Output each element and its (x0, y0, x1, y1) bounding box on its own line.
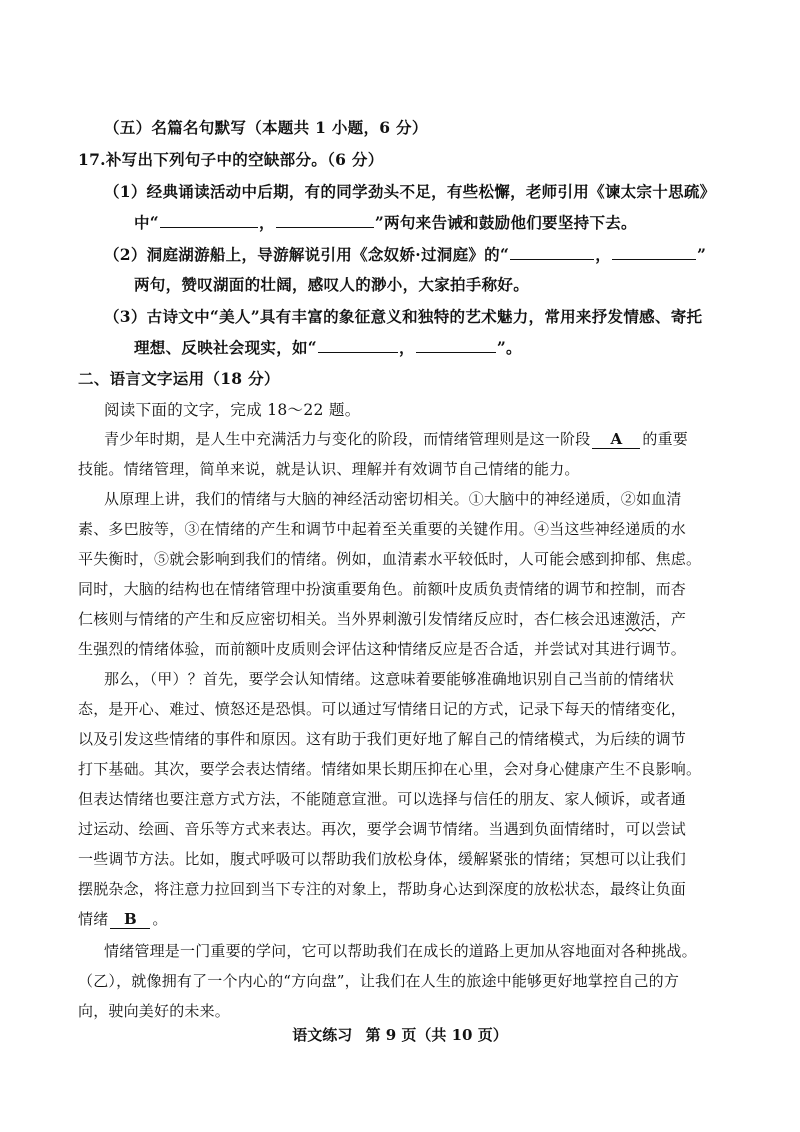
passage-line: 但表达情绪也要注意方式方法，不能随意宣泄。可以选择与信任的朋友、家人倾诉，或者通 (78, 790, 687, 808)
section-2-heading: 二、语言文字运用（18 分） (78, 369, 280, 388)
wavy-underlined-word: 激活 (625, 610, 656, 628)
passage-line: 打下基础。其次，要学会表达情绪。情绪如果长期压抑在心里，会对身心健康产生不良影响。 (78, 760, 702, 778)
passage-line: 青少年时期，是人生中充满活力与变化的阶段，而情绪管理则是这一阶段 A 的重要 (104, 430, 689, 448)
passage-line: 过运动、绘画、音乐等方式来表达。再次，要学会调节情绪。当遇到负面情绪时，可以尝试 (78, 820, 687, 838)
section-5-heading: （五）名篇名句默写（本题共 1 小题，6 分） (104, 118, 428, 137)
answer-blank (510, 245, 594, 260)
question-17-item-1-line-1: （1）经典诵读活动中后期，有的同学劲头不足，有些松懈，老师引用《谏太宗十思疏》 (104, 182, 716, 201)
passage-line: 平失衡时，⑤就会影响到我们的情绪。例如，血清素水平较低时，人可能会感到抑郁、焦虑。 (78, 550, 702, 568)
question-17-item-2-line-2: 两句，赞叹湖面的壮阔，感叹人的渺小，大家拍手称好。 (134, 275, 530, 294)
passage-line: （乙），就像拥有了一个内心的“方向盘”，让我们在人生的旅途中能够更好地掌控自己的方 (78, 972, 680, 990)
passage-line: 仁核则与情绪的产生和反应密切相关。当外界刺激引发情绪反应时，杏仁核会迅速激活，产 (78, 610, 687, 628)
passage-line: 从原理上讲，我们的情绪与大脑的神经活动密切相关。①大脑中的神经递质，②如血清 (104, 490, 682, 508)
answer-blank (160, 213, 258, 228)
answer-blank (612, 245, 696, 260)
blank-b: B (110, 911, 150, 929)
blank-a: A (592, 431, 640, 449)
passage-line: 生强烈的情绪体验，而前额叶皮质则会评估这种情绪反应是否合适，并尝试对其进行调节。 (78, 640, 687, 658)
passage-line: 向，驶向美好的未来。 (78, 1002, 231, 1020)
passage-line: 以及引发这些情绪的事件和原因。这有助于我们更好地了解自己的情绪模式，为后续的调节 (78, 730, 687, 748)
answer-blank (318, 338, 398, 353)
passage-line: 态，是开心、难过、愤怒还是恐惧。可以通过写情绪日记的方式，记录下每天的情绪变化， (78, 700, 687, 718)
question-17-item-3-line-1: （3）古诗文中“美人”具有丰富的象征意义和独特的艺术魅力，常用来抒发情感、寄托 (104, 307, 703, 326)
footer-page-number: 第 9 页（共 10 页） (365, 1026, 508, 1044)
page-footer (0, 1024, 800, 1045)
question-17-stem: 17.补写出下列句子中的空缺部分。（6 分） (78, 150, 384, 169)
passage-line: 素、多巴胺等，③在情绪的产生和调节中起着至关重要的关键作用。④当这些神经递质的水 (78, 520, 687, 538)
passage-line: 情绪管理是一门重要的学问，它可以帮助我们在成长的道路上更加从容地面对各种挑战。 (104, 942, 697, 960)
footer-subject: 语文练习 (292, 1026, 353, 1044)
question-17-item-2-line-1: （2）洞庭湖游船上，导游解说引用《念奴娇·过洞庭》的“ ， ” (104, 245, 707, 264)
reading-instruction: 阅读下面的文字，完成 18～22 题。 (104, 401, 361, 419)
question-17-item-3-line-2: 理想、反映社会现实，如“ ， ”。 (134, 338, 522, 357)
passage-line: 摆脱杂念，将注意力拉回到当下专注的对象上，帮助身心达到深度的放松状态，最终让负面 (78, 880, 687, 898)
answer-blank (276, 213, 374, 228)
passage-line: 技能。情绪管理，简单来说，就是认识、理解并有效调节自己情绪的能力。 (78, 460, 580, 478)
passage-line: 一些调节方法。比如，腹式呼吸可以帮助我们放松身体，缓解紧张的情绪；冥想可以让我们 (78, 850, 687, 868)
passage-line: 那么，（甲）？首先，要学会认知情绪。这意味着要能够准确地识别自己当前的情绪状 (104, 670, 675, 688)
answer-blank (416, 338, 496, 353)
passage-line: 情绪 B 。 (78, 910, 168, 928)
question-17-item-1-line-2: 中“ ， ”两句来告诫和鼓励他们要坚持下去。 (134, 213, 637, 232)
passage-line: 同时，大脑的结构也在情绪管理中扮演重要角色。前额叶皮质负责情绪的调节和控制，而杏 (78, 580, 687, 598)
